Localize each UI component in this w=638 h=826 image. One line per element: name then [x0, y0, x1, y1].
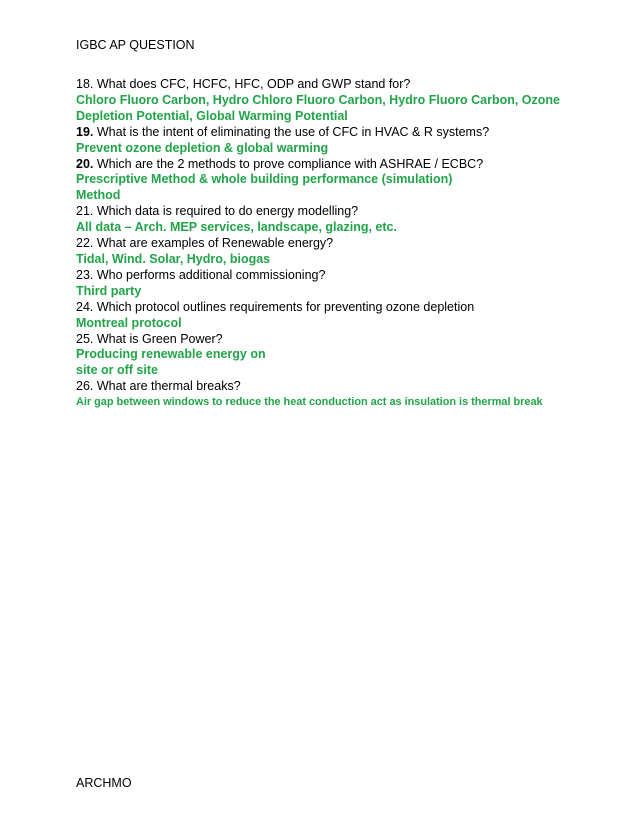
question-26: 26. What are thermal breaks? [76, 379, 241, 394]
question-21: 21. Which data is required to do energy modelling? [76, 204, 359, 219]
qa-content [76, 77, 636, 411]
answer-18-line-1: Chloro Fluoro Carbon, Hydro Chloro Fluoro Carbon, Hydro Fluoro Carbon, Ozone [76, 92, 561, 107]
question-25: 25. What is Green Power? [76, 331, 223, 346]
page-header: IGBC AP QUESTION [76, 38, 195, 52]
answer-26: Air gap between windows to reduce the heat conduction act as insulation is thermal break [76, 396, 543, 409]
question-20 [76, 157, 636, 173]
question-22: 22. What are examples of Renewable energy? [76, 236, 334, 251]
question-18: 18. What does CFC, HCFC, HFC, ODP and GWP stand for? [76, 77, 411, 91]
answer-22: Tidal, Wind. Solar, Hydro, biogas [76, 251, 271, 266]
answer-24: Montreal protocol [76, 315, 182, 330]
answer-20-line-2: Method [76, 188, 121, 203]
question-20-text: Which are the 2 methods to prove compliance with ASHRAE / ECBC? [93, 156, 484, 171]
question-19-text: What is the intent of eliminating the use of CFC in HVAC & R systems? [93, 124, 490, 139]
answer-19: Prevent ozone depletion & global warming [76, 140, 329, 155]
answer-20-line-1: Prescriptive Method & whole building performance (simulation) [76, 172, 453, 187]
question-19-number: 19. [76, 124, 94, 139]
answer-23: Third party [76, 283, 142, 298]
answer-18-line-2: Depletion Potential, Global Warming Potential [76, 108, 348, 123]
question-19 [76, 125, 636, 141]
answer-25-line-2: site or off site [76, 363, 158, 378]
answer-25-line-1: Producing renewable energy on [76, 347, 266, 362]
answer-21: All data – Arch. MEP services, landscape, glazing, etc. [76, 220, 397, 235]
question-20-number: 20. [76, 156, 94, 171]
question-23: 23. Who performs additional commissioning? [76, 267, 326, 282]
page-footer: ARCHMO [76, 776, 132, 790]
question-24: 24. Which protocol outlines requirements for preventing ozone depletion [76, 299, 475, 314]
